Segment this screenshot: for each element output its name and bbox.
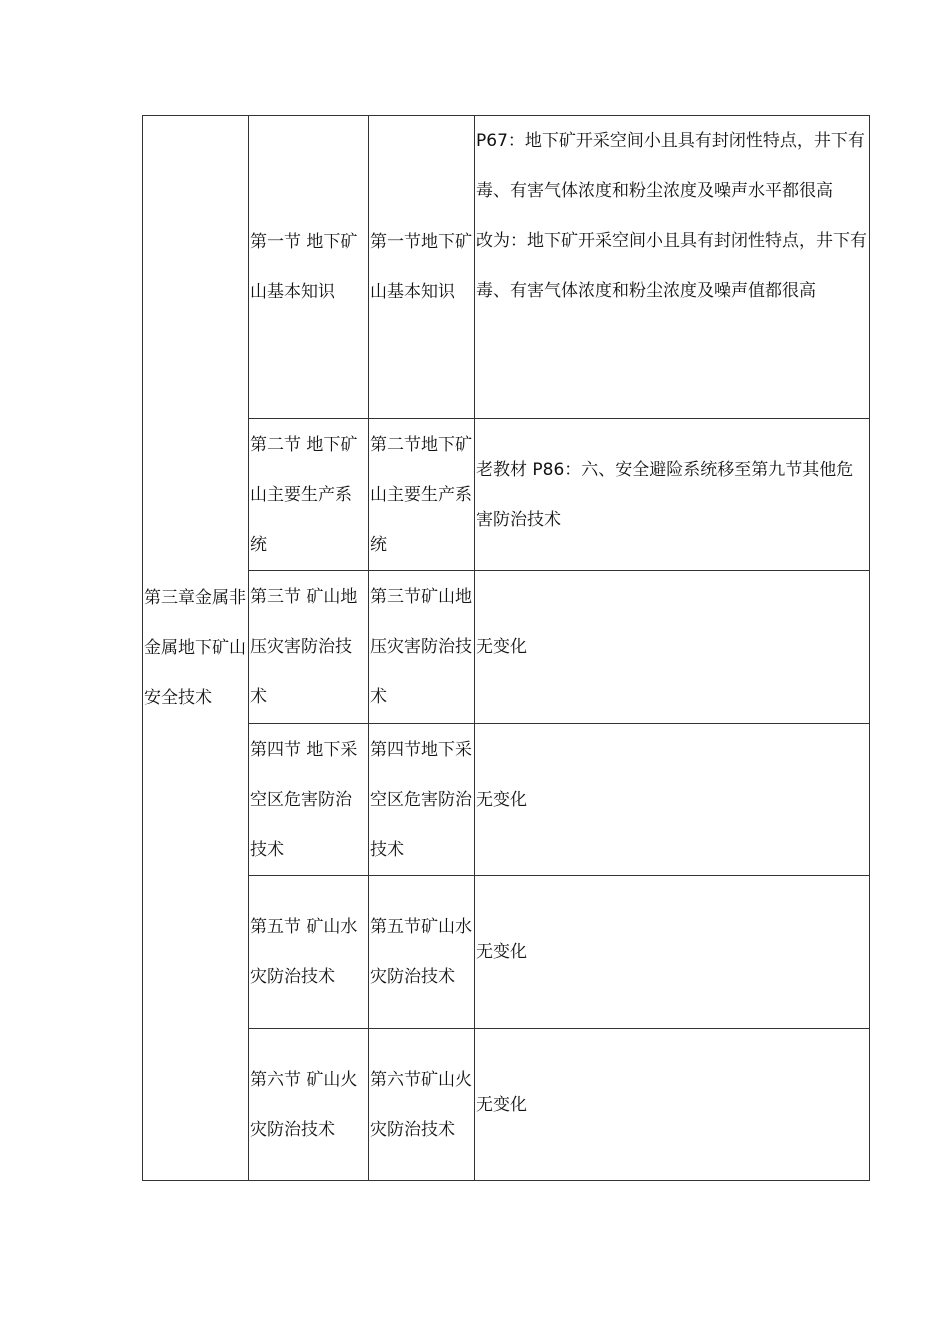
- new-section-cell: 第一节地下矿山基本知识: [369, 116, 475, 419]
- table-row: [143, 724, 870, 876]
- new-section-cell: 第三节矿山地压灾害防治技术: [369, 571, 475, 724]
- comparison-table: [142, 115, 870, 1181]
- table-row: [143, 876, 870, 1029]
- old-section-cell: 第一节 地下矿山基本知识: [249, 116, 369, 419]
- new-section-cell: 第二节地下矿山主要生产系统: [369, 419, 475, 571]
- change-revised-text: 改为：地下矿开采空间小且具有封闭性特点，井下有毒、有害气体浓度和粉尘浓度及噪声值都很高: [476, 231, 867, 301]
- new-section-cell: 第五节矿山水灾防治技术: [369, 876, 475, 1029]
- old-section-cell: 第二节 地下矿山主要生产系统: [249, 419, 369, 571]
- table-row: [143, 419, 870, 571]
- table-row: [143, 116, 870, 419]
- table-row: [143, 571, 870, 724]
- table-row: [143, 1029, 870, 1181]
- chapter-cell: 第三章金属非金属地下矿山安全技术: [143, 116, 249, 1181]
- change-cell: 无变化: [475, 571, 870, 724]
- change-cell: 无变化: [475, 876, 870, 1029]
- old-section-cell: 第五节 矿山水灾防治技术: [249, 876, 369, 1029]
- change-cell: [475, 116, 870, 419]
- old-section-cell: 第三节 矿山地压灾害防治技术: [249, 571, 369, 724]
- change-original-text: P67：地下矿开采空间小且具有封闭性特点，井下有毒、有害气体浓度和粉尘浓度及噪声水平都很高: [476, 131, 865, 201]
- old-section-cell: 第四节 地下采空区危害防治技术: [249, 724, 369, 876]
- change-cell: 老教材 P86：六、安全避险系统移至第九节其他危害防治技术: [475, 419, 870, 571]
- new-section-cell: 第四节地下采空区危害防治技术: [369, 724, 475, 876]
- new-section-cell: 第六节矿山火灾防治技术: [369, 1029, 475, 1181]
- old-section-cell: 第六节 矿山火灾防治技术: [249, 1029, 369, 1181]
- change-cell: 无变化: [475, 724, 870, 876]
- change-cell: 无变化: [475, 1029, 870, 1181]
